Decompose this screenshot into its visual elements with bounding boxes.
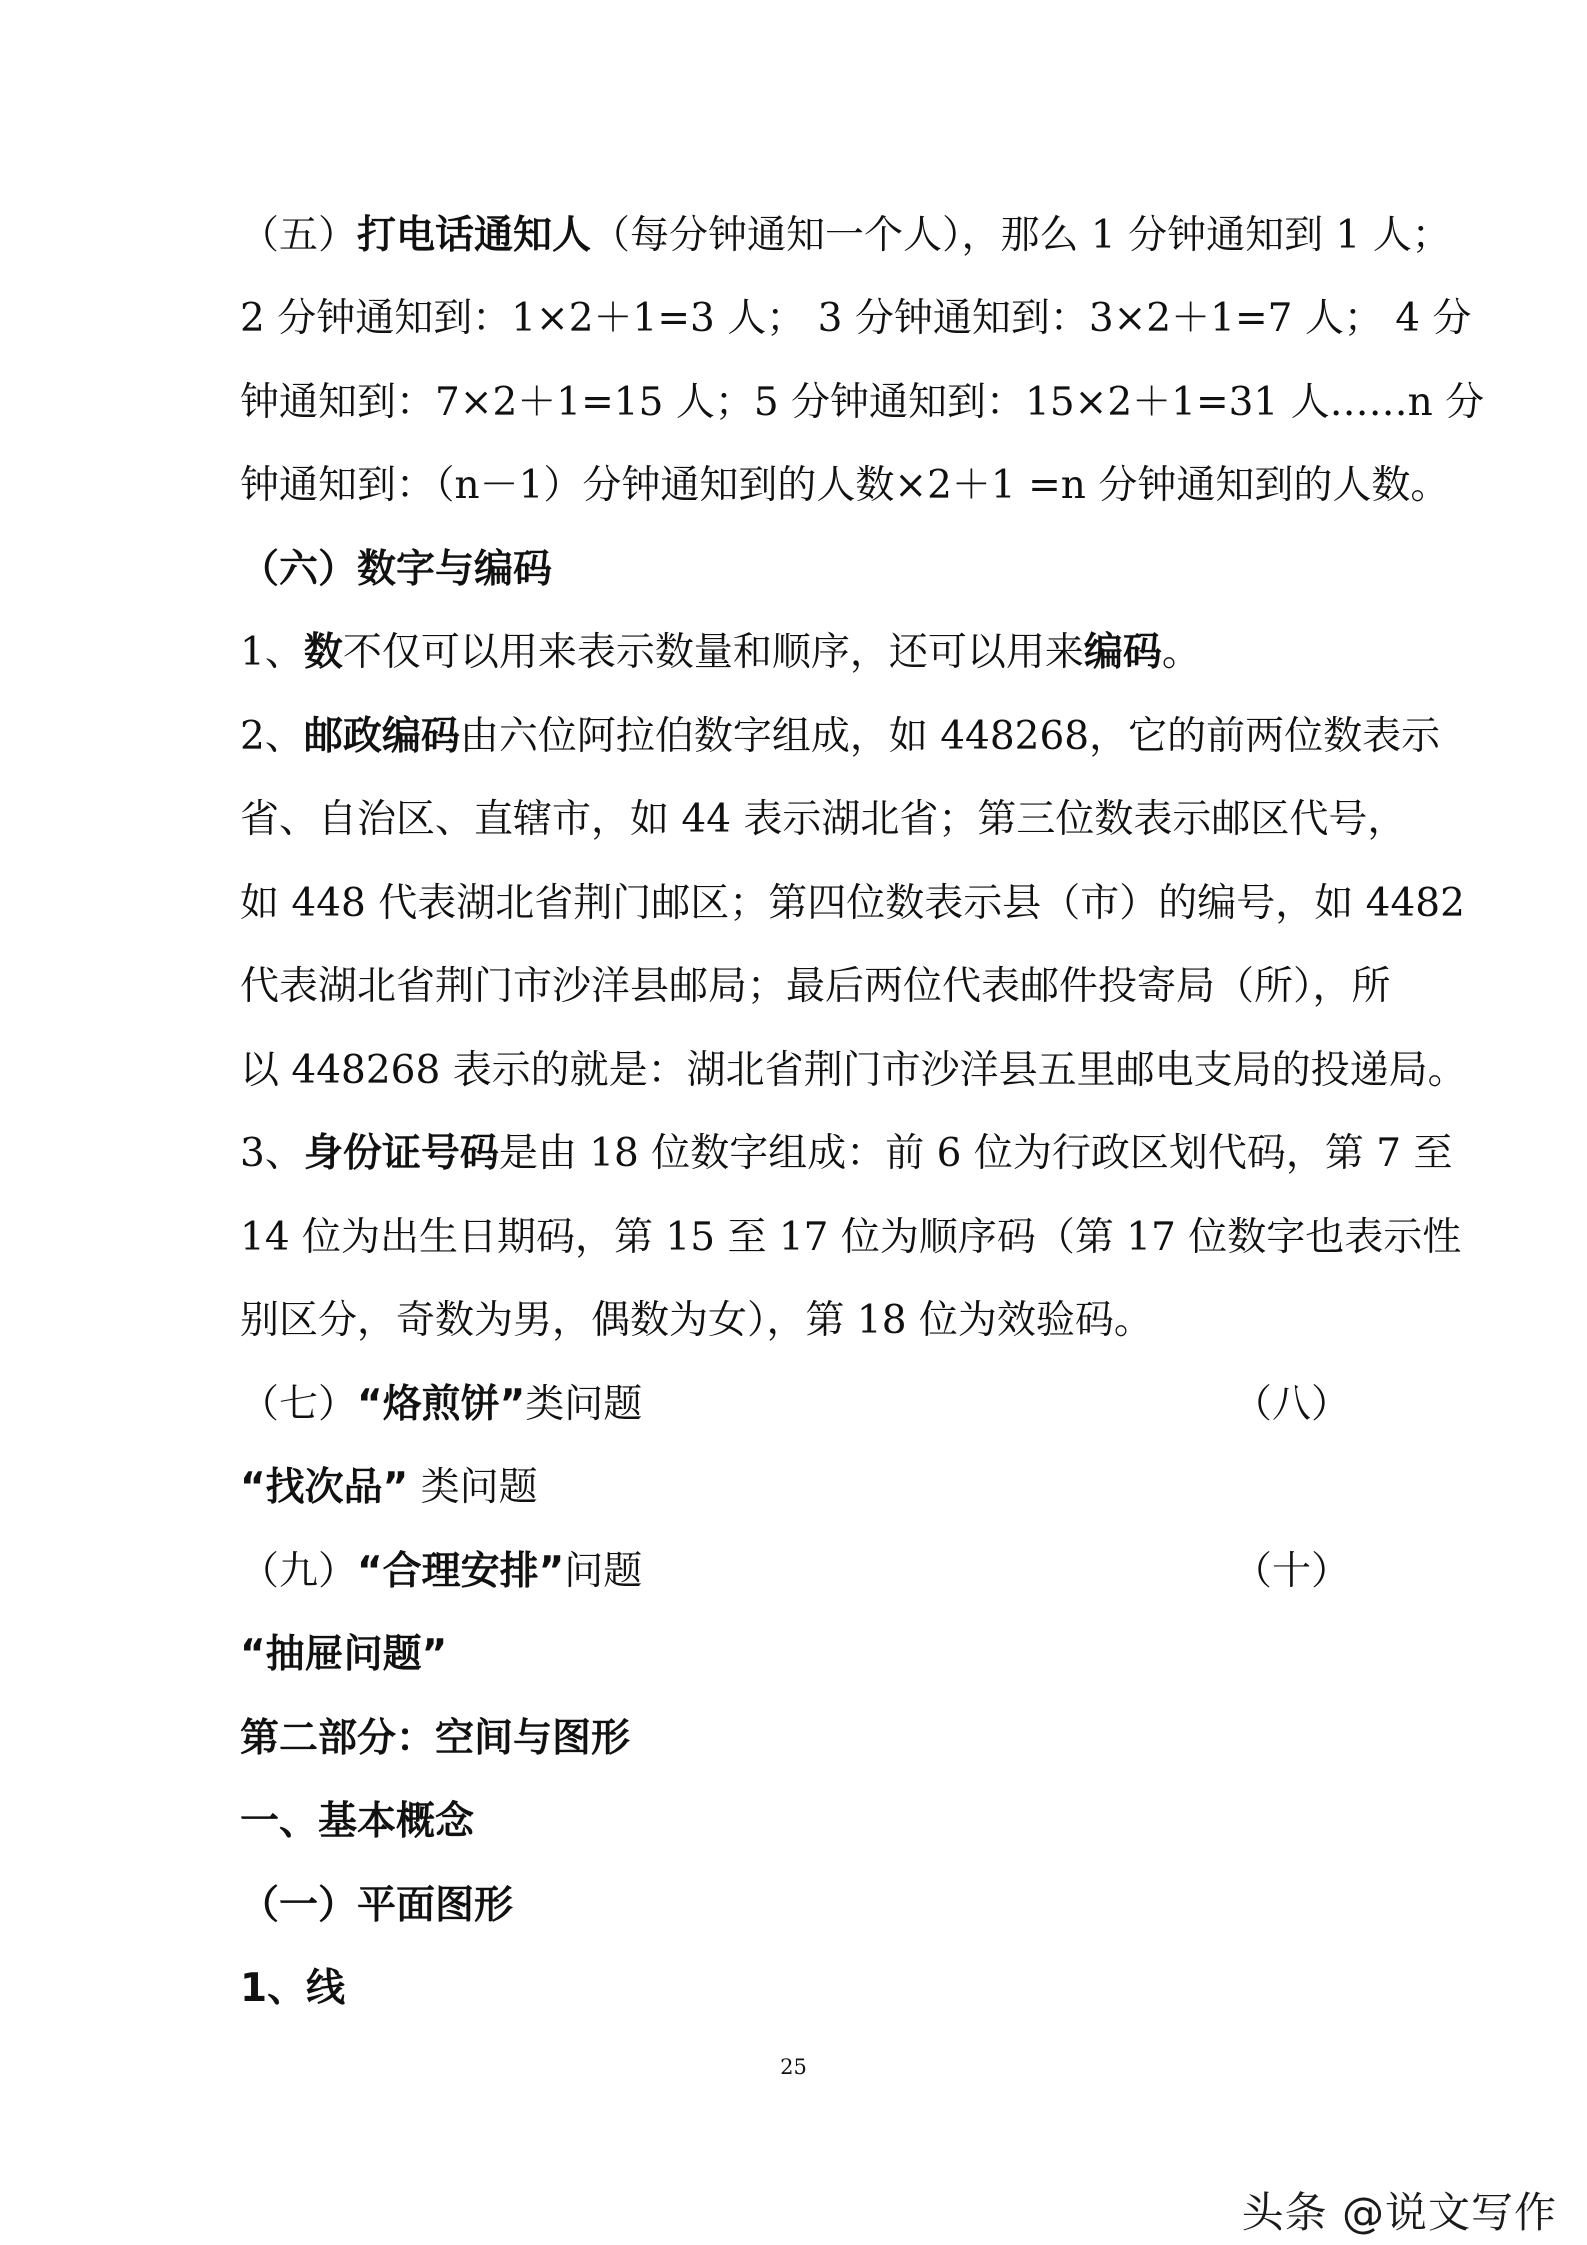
- section-heading-inline: [240, 1549, 642, 1595]
- bold-term: “烙煎饼”: [357, 1382, 526, 1427]
- section-heading: “抽屉问题”: [240, 1632, 448, 1677]
- text-line: 钟通知到：7×2＋1=15 人；5 分钟通知到：15×2＋1=31 人……n 分: [240, 380, 1485, 425]
- text-run: （每分钟通知一个人），那么 1 分钟通知到 1 人；: [591, 213, 1451, 258]
- page-number: 25: [780, 2055, 807, 2079]
- text-run: 2、: [240, 714, 304, 759]
- text-line: [240, 714, 1441, 760]
- text-line: [240, 1465, 1350, 1511]
- watermark-text: 头条 @说文写作: [1241, 2188, 1557, 2237]
- bold-term: 身份证号码: [303, 1131, 499, 1176]
- bold-term: 编码: [1083, 630, 1162, 675]
- text-line: 以 448268 表示的就是：湖北省荆门市沙洋县五里邮电支局的投递局。: [240, 1048, 1467, 1093]
- text-line: 14 位为出生日期码，第 15 至 17 位为顺序码（第 17 位数字也表示性: [240, 1215, 1462, 1260]
- bold-term: 打电话通知人: [357, 213, 592, 258]
- text-run: （九）: [240, 1549, 358, 1594]
- text-run: 由六位阿拉伯数字组成，如 448268，它的前两位数表示: [459, 714, 1441, 759]
- bold-term: 邮政编码: [303, 714, 460, 759]
- text-line: [240, 213, 1451, 259]
- text-line: 钟通知到：（n－1）分钟通知到的人数×2＋1 =n 分钟通知到的人数。: [240, 463, 1450, 508]
- bold-term: “合理安排”: [357, 1549, 565, 1594]
- text-run: 3、: [240, 1131, 304, 1176]
- text-run: 是由 18 位数字组成：前 6 位为行政区划代码，第 7 至: [498, 1131, 1453, 1176]
- text-run: （八）: [1232, 1382, 1350, 1427]
- bold-term: 数: [303, 630, 343, 675]
- text-run: 问题: [564, 1549, 643, 1594]
- text-line: [240, 1382, 1350, 1428]
- section-heading: （一）平面图形: [240, 1883, 514, 1928]
- text-line: [240, 1549, 1350, 1595]
- chapter-heading: 一、基本概念: [240, 1799, 475, 1844]
- text-run: （五）: [240, 213, 358, 258]
- bold-term: “找次品”: [240, 1465, 409, 1510]
- text-line: 代表湖北省荆门市沙洋县邮局；最后两位代表邮件投寄局（所），所: [240, 964, 1391, 1009]
- text-line: [240, 630, 1350, 676]
- text-line: 2 分钟通知到：1×2＋1=3 人； 3 分钟通知到：3×2＋1=7 人； 4 分: [240, 296, 1472, 341]
- part-heading: 第二部分：空间与图形: [240, 1716, 631, 1761]
- text-run: 不仅可以用来表示数量和顺序，还可以用来: [342, 630, 1084, 675]
- text-line: 别区分，奇数为男，偶数为女），第 18 位为效验码。: [240, 1298, 1153, 1343]
- text-line: [240, 1131, 1453, 1177]
- text-run: （七）: [240, 1382, 358, 1427]
- text-run: 类问题: [525, 1382, 643, 1427]
- text-line: 如 448 代表湖北省荆门邮区；第四位数表示县（市）的编号，如 4482: [240, 881, 1465, 926]
- section-heading: （六）数字与编码: [240, 547, 553, 592]
- text-line: 省、自治区、直辖市，如 44 表示湖北省；第三位数表示邮区代号，: [240, 797, 1407, 842]
- text-run: 类问题: [408, 1465, 538, 1510]
- text-run: （十）: [1232, 1549, 1350, 1594]
- text-run: 。: [1161, 630, 1201, 675]
- section-heading-inline: [240, 1382, 642, 1428]
- subsection-heading: 1、线: [240, 1966, 346, 2011]
- text-run: 1、: [240, 630, 304, 675]
